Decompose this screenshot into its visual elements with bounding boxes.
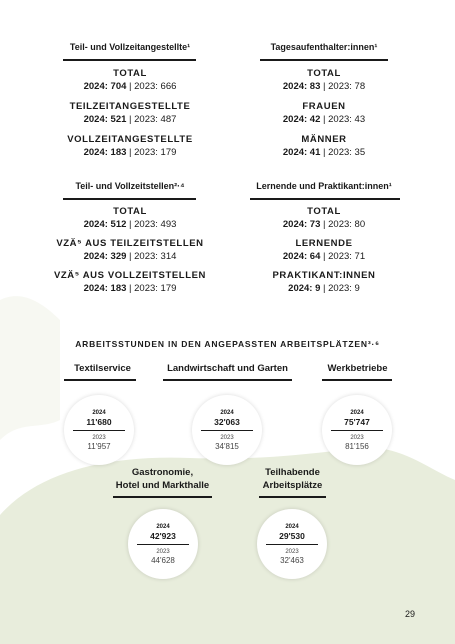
stat-label: PRAKTIKANT:INNEN	[272, 270, 376, 281]
stat-label: TEILZEITANGESTELLTE	[69, 101, 191, 112]
stat-label: FRAUEN	[302, 101, 346, 112]
unit-name-textilservice: Textilservice	[74, 363, 131, 374]
value-previous: 32'463	[280, 556, 304, 565]
stat-value: 2024: 64 | 2023: 71	[282, 251, 366, 262]
year-current: 2024	[350, 410, 364, 416]
hours-circle-gastronomie	[128, 509, 198, 579]
learners-total	[229, 206, 419, 231]
stat-value: 2024: 704 | 2023: 666	[83, 81, 177, 92]
circle-divider	[137, 544, 189, 545]
hours-title: ARBEITSSTUNDEN IN DEN ANGEPASSTEN ARBEITSPLÄTZEN³·⁶	[75, 339, 380, 349]
positions-parttime	[35, 238, 225, 263]
positions-title: Teil- und Vollzeitstellen²·⁴	[75, 181, 185, 191]
stat-value: 2024: 183 | 2023: 179	[83, 147, 177, 158]
year-previous: 2023	[285, 549, 299, 555]
value-previous: 34'815	[215, 442, 239, 451]
year-current: 2024	[156, 524, 170, 530]
positions-total	[35, 206, 225, 231]
stat-value: 2024: 329 | 2023: 314	[83, 251, 177, 262]
page-number: 29	[404, 609, 415, 619]
circle-divider	[73, 430, 125, 431]
unit-name-line1: Gastronomie,	[131, 467, 194, 478]
stat-value: 2024: 9 | 2023: 9	[288, 283, 360, 294]
unit-rule-teilhabende	[259, 496, 326, 498]
value-current: 32'063	[214, 417, 240, 427]
employees-parttime	[35, 101, 225, 126]
hours-circle-landwirtschaft	[192, 395, 262, 465]
stat-value: 2024: 41 | 2023: 35	[282, 147, 366, 158]
positions-rule	[63, 198, 196, 200]
employees-fulltime	[35, 134, 225, 159]
day-residents-total	[229, 68, 419, 93]
day-residents-title: Tagesaufenthalter:innen¹	[270, 42, 378, 52]
value-current: 42'923	[150, 531, 176, 541]
stat-value: 2024: 521 | 2023: 487	[83, 114, 177, 125]
year-previous: 2023	[92, 435, 106, 441]
stat-label: TOTAL	[113, 206, 147, 217]
year-previous: 2023	[350, 435, 364, 441]
hours-circle-textilservice	[64, 395, 134, 465]
day-residents-men	[229, 134, 419, 159]
stat-value: 2024: 83 | 2023: 78	[282, 81, 366, 92]
unit-name-werkbetriebe: Werkbetriebe	[327, 363, 388, 374]
value-current: 11'680	[86, 417, 112, 427]
unit-name-line1: Teilhabende	[265, 467, 320, 478]
learners-title: Lernende und Praktikant:innen¹	[256, 181, 392, 191]
learners-interns	[229, 270, 419, 295]
hours-circle-teilhabende	[257, 509, 327, 579]
hours-circle-werkbetriebe	[322, 395, 392, 465]
unit-name-landwirtschaft: Landwirtschaft und Garten	[167, 363, 288, 374]
employees-title: Teil- und Vollzeitangestellte¹	[69, 42, 191, 52]
unit-name-teilhabende	[235, 466, 350, 492]
circle-divider	[331, 430, 383, 431]
learners-rule	[250, 198, 400, 200]
circle-divider	[201, 430, 253, 431]
stat-label: VZÄ⁵ AUS TEILZEITSTELLEN	[56, 238, 204, 249]
value-previous: 81'156	[345, 442, 369, 451]
stat-label: TOTAL	[307, 206, 341, 217]
stat-label: LERNENDE	[295, 238, 353, 249]
stat-value: 2024: 512 | 2023: 493	[83, 219, 177, 230]
value-previous: 44'628	[151, 556, 175, 565]
stat-label: MÄNNER	[301, 134, 347, 145]
unit-rule-landwirtschaft	[163, 379, 292, 381]
circle-divider	[266, 544, 318, 545]
stat-value: 2024: 73 | 2023: 80	[282, 219, 366, 230]
stat-label: VOLLZEITANGESTELLTE	[67, 134, 193, 145]
year-current: 2024	[92, 410, 106, 416]
employees-total	[35, 68, 225, 93]
stat-label: TOTAL	[113, 68, 147, 79]
stat-label: VZÄ⁵ AUS VOLLZEITSTELLEN	[53, 270, 207, 281]
stat-value: 2024: 183 | 2023: 179	[83, 283, 177, 294]
unit-name-gastronomie	[100, 466, 225, 492]
unit-rule-textilservice	[64, 379, 136, 381]
stat-value: 2024: 42 | 2023: 43	[282, 114, 366, 125]
day-residents-rule	[260, 59, 388, 61]
year-previous: 2023	[220, 435, 234, 441]
year-previous: 2023	[156, 549, 170, 555]
stat-label: TOTAL	[307, 68, 341, 79]
unit-name-line2: Hotel und Markthalle	[115, 480, 210, 491]
year-current: 2024	[220, 410, 234, 416]
year-current: 2024	[285, 524, 299, 530]
unit-name-line2: Arbeitsplätze	[262, 480, 323, 491]
value-current: 75'747	[344, 417, 370, 427]
unit-rule-gastronomie	[113, 496, 212, 498]
employees-rule	[63, 59, 196, 61]
positions-fulltime	[35, 270, 225, 295]
learners-apprentices	[229, 238, 419, 263]
value-previous: 11'957	[87, 442, 111, 451]
value-current: 29'530	[279, 531, 305, 541]
day-residents-women	[229, 101, 419, 126]
unit-rule-werkbetriebe	[322, 379, 392, 381]
